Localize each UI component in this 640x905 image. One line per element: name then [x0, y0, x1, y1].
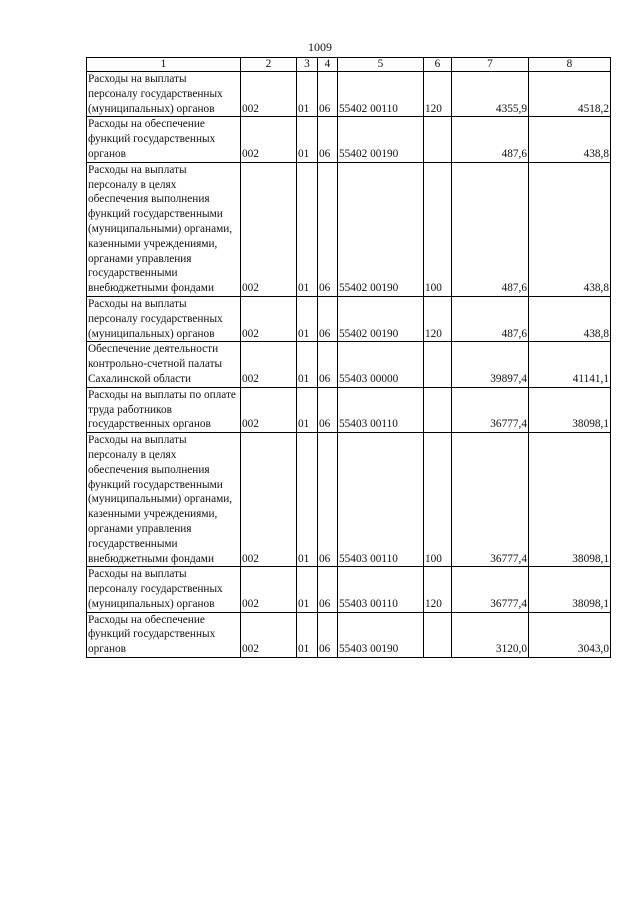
target-article-code: 55402 00190: [338, 162, 424, 296]
header-col-6: 6: [424, 58, 452, 72]
header-col-8: 8: [529, 58, 611, 72]
header-col-4: 4: [318, 58, 338, 72]
subsection-code: 06: [318, 342, 338, 387]
expense-name: Расходы на выплаты персоналу государственных (муниципальных) органов: [87, 72, 241, 117]
header-col-3: 3: [297, 58, 318, 72]
table-row: [87, 72, 611, 117]
amount-year-1: 3120,0: [452, 612, 529, 657]
ministry-code: 002: [241, 387, 297, 432]
table-row: [87, 342, 611, 387]
expense-kind-code: 120: [424, 567, 452, 612]
ministry-code: 002: [241, 612, 297, 657]
section-code: 01: [297, 72, 318, 117]
expense-name: Расходы на обеспечение функций государственных органов: [87, 117, 241, 162]
expense-kind-code: [424, 117, 452, 162]
expense-kind-code: [424, 387, 452, 432]
amount-year-1: 487,6: [452, 296, 529, 341]
section-code: 01: [297, 612, 318, 657]
amount-year-1: 36777,4: [452, 433, 529, 567]
header-col-7: 7: [452, 58, 529, 72]
subsection-code: 06: [318, 72, 338, 117]
table-row: [87, 387, 611, 432]
amount-year-1: 36777,4: [452, 387, 529, 432]
section-code: 01: [297, 162, 318, 296]
ministry-code: 002: [241, 433, 297, 567]
ministry-code: 002: [241, 342, 297, 387]
expense-name: Расходы на выплаты по оплате труда работников государственных органов: [87, 387, 241, 432]
amount-year-2: 38098,1: [529, 433, 611, 567]
amount-year-2: 438,8: [529, 162, 611, 296]
expense-kind-code: [424, 612, 452, 657]
amount-year-2: 438,8: [529, 296, 611, 341]
amount-year-2: 38098,1: [529, 567, 611, 612]
section-code: 01: [297, 296, 318, 341]
expense-kind-code: [424, 342, 452, 387]
ministry-code: 002: [241, 117, 297, 162]
header-col-5: 5: [338, 58, 424, 72]
section-code: 01: [297, 567, 318, 612]
target-article-code: 55402 00190: [338, 296, 424, 341]
expense-name: Расходы на выплаты персоналу в целях обеспечения выполнения функций государственными (муниципальными) органами, казенными учреждениями, органами управления государственными внебюджетными фондами: [87, 162, 241, 296]
header-col-2: 2: [241, 58, 297, 72]
subsection-code: 06: [318, 612, 338, 657]
amount-year-2: 3043,0: [529, 612, 611, 657]
subsection-code: 06: [318, 567, 338, 612]
section-code: 01: [297, 387, 318, 432]
amount-year-2: 38098,1: [529, 387, 611, 432]
amount-year-2: 41141,1: [529, 342, 611, 387]
target-article-code: 55402 00190: [338, 117, 424, 162]
amount-year-1: 39897,4: [452, 342, 529, 387]
table-row: [87, 117, 611, 162]
amount-year-1: 4355,9: [452, 72, 529, 117]
subsection-code: 06: [318, 117, 338, 162]
amount-year-2: 4518,2: [529, 72, 611, 117]
header-row: [87, 58, 611, 72]
section-code: 01: [297, 342, 318, 387]
expense-kind-code: 120: [424, 296, 452, 341]
section-code: 01: [297, 117, 318, 162]
expense-name: Расходы на выплаты персоналу государственных (муниципальных) органов: [87, 567, 241, 612]
page-number: 1009: [308, 40, 332, 54]
subsection-code: 06: [318, 162, 338, 296]
expense-kind-code: 100: [424, 162, 452, 296]
expense-kind-code: 100: [424, 433, 452, 567]
ministry-code: 002: [241, 72, 297, 117]
target-article-code: 55403 00110: [338, 433, 424, 567]
expense-name: Обеспечение деятельности контрольно-счетной палаты Сахалинской области: [87, 342, 241, 387]
amount-year-2: 438,8: [529, 117, 611, 162]
section-code: 01: [297, 433, 318, 567]
expense-name: Расходы на выплаты персоналу государственных (муниципальных) органов: [87, 296, 241, 341]
table-row: [87, 433, 611, 567]
ministry-code: 002: [241, 567, 297, 612]
subsection-code: 06: [318, 387, 338, 432]
table-row: [87, 567, 611, 612]
target-article-code: 55403 00190: [338, 612, 424, 657]
expense-name: Расходы на обеспечение функций государственных органов: [87, 612, 241, 657]
target-article-code: 55403 00110: [338, 387, 424, 432]
target-article-code: 55403 00000: [338, 342, 424, 387]
table-row: [87, 162, 611, 296]
target-article-code: 55403 00110: [338, 567, 424, 612]
table-row: [87, 296, 611, 341]
amount-year-1: 487,6: [452, 162, 529, 296]
subsection-code: 06: [318, 433, 338, 567]
expense-name: Расходы на выплаты персоналу в целях обеспечения выполнения функций государственными (муниципальными) органами, казенными учреждениями, органами управления государственными внебюджетными фондами: [87, 433, 241, 567]
ministry-code: 002: [241, 296, 297, 341]
subsection-code: 06: [318, 296, 338, 341]
target-article-code: 55402 00110: [338, 72, 424, 117]
expense-kind-code: 120: [424, 72, 452, 117]
amount-year-1: 36777,4: [452, 567, 529, 612]
budget-table: [86, 57, 611, 658]
ministry-code: 002: [241, 162, 297, 296]
amount-year-1: 487,6: [452, 117, 529, 162]
header-col-1: 1: [87, 58, 241, 72]
table-row: [87, 612, 611, 657]
